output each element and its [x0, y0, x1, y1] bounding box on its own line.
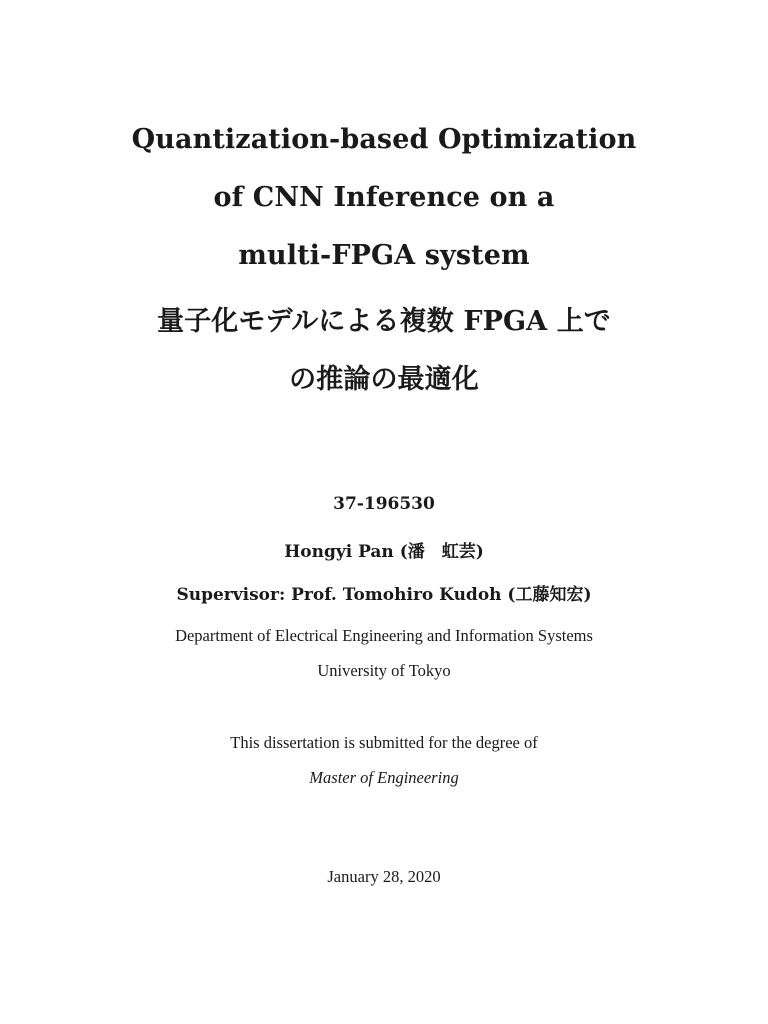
student-id: 37-196530 — [333, 494, 435, 514]
title-line-2: of CNN Inference on a — [213, 182, 555, 213]
title-line-3: multi-FPGA system — [238, 240, 530, 271]
title-line-1: Quantization-based Optimization — [131, 124, 637, 155]
title-line-4-japanese: 量子化モデルによる複数 FPGA 上で — [157, 306, 611, 337]
submission-statement: This dissertation is submitted for the degree of — [230, 733, 538, 752]
department: Department of Electrical Engineering and Information Systems — [175, 626, 593, 645]
university: University of Tokyo — [317, 661, 451, 680]
title-line-5-japanese: の推論の最適化 — [289, 364, 479, 395]
degree-name: Master of Engineering — [309, 768, 459, 787]
supervisor: Supervisor: Prof. Tomohiro Kudoh (工藤知宏) — [176, 585, 592, 605]
author-name: Hongyi Pan (潘 虹芸) — [284, 542, 484, 562]
submission-date: January 28, 2020 — [327, 867, 441, 886]
